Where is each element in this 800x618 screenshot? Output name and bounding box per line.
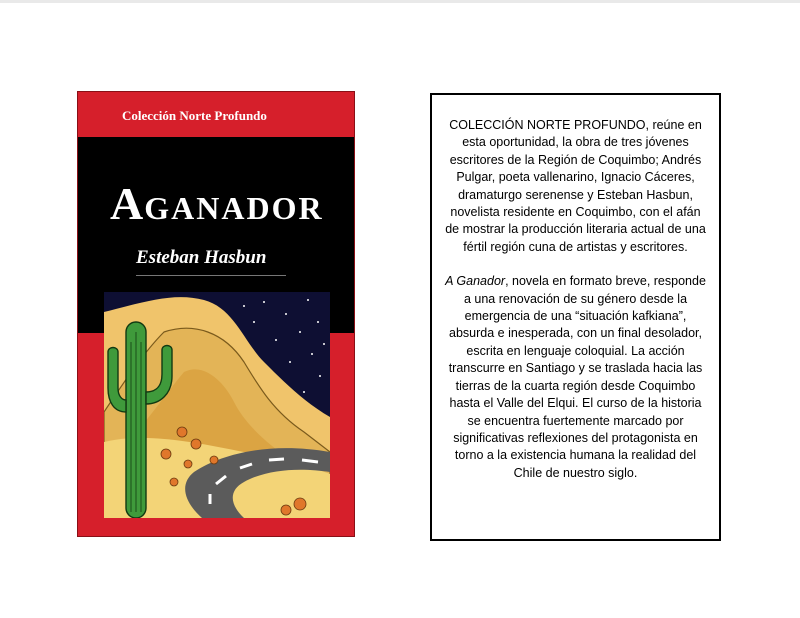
author-underline	[136, 275, 286, 276]
book-description	[430, 93, 721, 541]
cover-illustration	[104, 292, 330, 518]
description-book-title: A Ganador	[445, 274, 506, 289]
description-paragraph-2-text: , novela en formato breve, responde a una renovación de su género desde la emergencia de una “situación kafkiana”, absurda e inesperada, con un final desolador, escrita en lenguaje coloquial. La acción transcurre en Santiago y se traslada hacia las tierras de la cuarta región desde Coquimbo hasta el Valle del Elqui. El curso de la historia se encuentra fuertemente marcado por significativas reflexiones del protagonista en torno a la existencia humana la realidad del Chile de nuestro siglo.	[448, 274, 706, 480]
book-cover	[77, 91, 355, 537]
book-title-initial: A	[110, 178, 145, 229]
book-title	[110, 177, 324, 230]
description-paragraph-1: COLECCIÓN NORTE PROFUNDO, reúne en esta oportunidad, la obra de tres jóvenes escritores de la Región de Coquimbo; Andrés Pulgar, poeta vallenarino, Ignacio Cáceres, dramaturgo serenense y Esteban Hasbun, novelista residente en Coquimbo, con el afán de mostrar la producción literaria actual de una fértil región cuna de artistas y escritores.	[445, 118, 706, 254]
book-title-rest: GANADOR	[144, 190, 324, 226]
book-author: Esteban Hasbun	[136, 247, 267, 268]
top-divider	[0, 0, 800, 3]
series-label: Colección Norte Profundo	[122, 108, 267, 123]
description-paragraph-2	[442, 273, 709, 482]
